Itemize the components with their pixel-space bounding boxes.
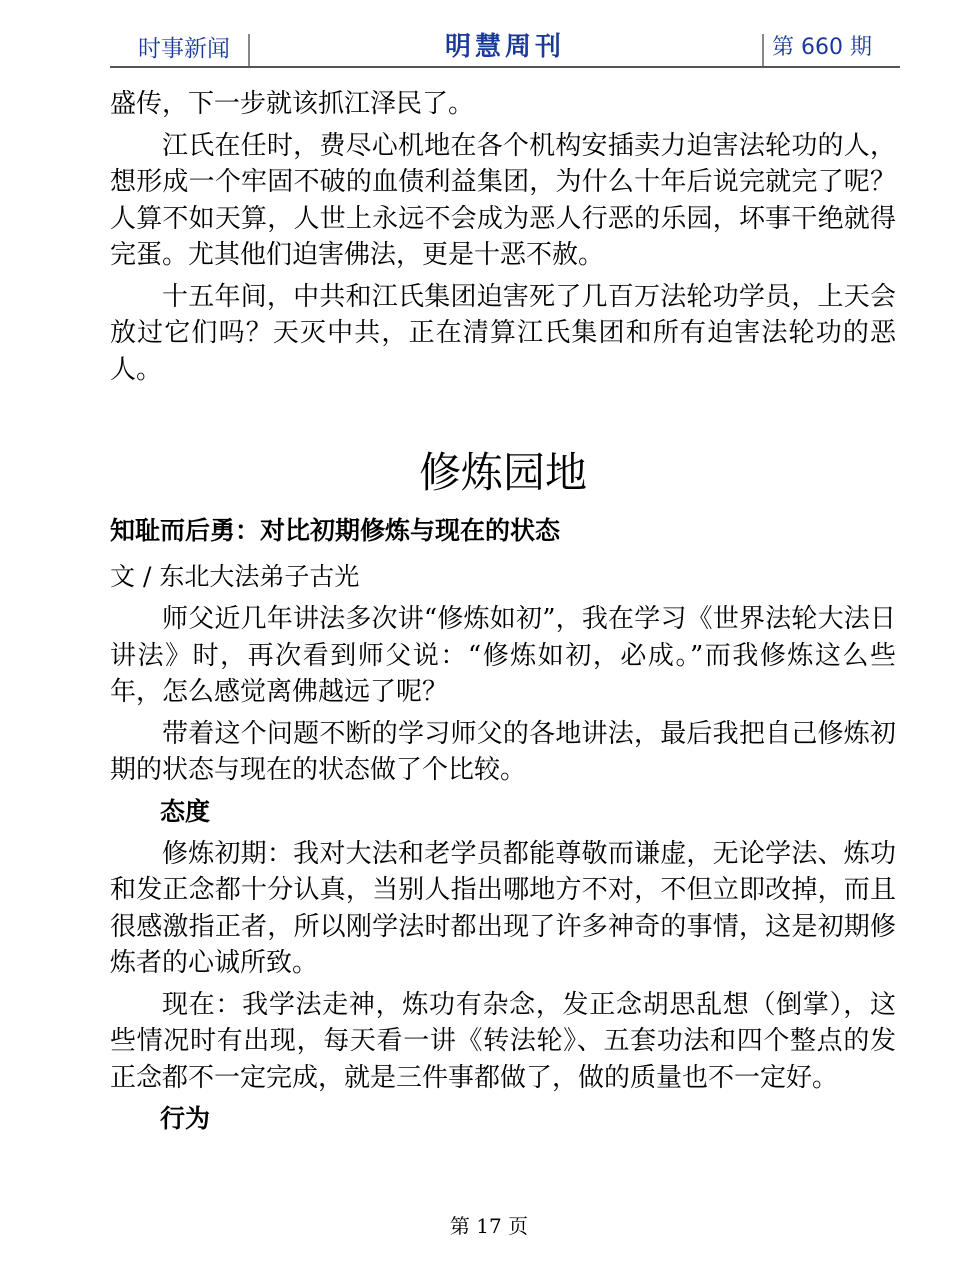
article-byline: 文 / 东北大法弟子古光 bbox=[110, 562, 360, 591]
paragraph: 修炼初期：我对大法和老学员都能尊敬而谦虚，无论学法、炼功和发正念都十分认真，当别人指出哪地方不对，不但立即改掉，而且很感激指正者，所以刚学法时都出现了许多神奇的事情，这是初期修炼者的心诚所致。 bbox=[110, 838, 896, 978]
subheading: 行为 bbox=[160, 1104, 211, 1133]
article-title: 知耻而后勇：对比初期修炼与现在的状态 bbox=[110, 516, 561, 545]
header-section-label: 时事新闻 bbox=[138, 36, 230, 62]
paragraph: 现在：我学法走神，炼功有杂念，发正念胡思乱想（倒掌），这些情况时有出现，每天看一讲《转法轮》、五套功法和四个整点的发正念都不一定完成，就是三件事都做了，做的质量也不一定好。 bbox=[110, 989, 896, 1093]
header-divider bbox=[762, 34, 764, 66]
header-issue-number: 第 660 期 bbox=[772, 35, 872, 60]
paragraph: 十五年间，中共和江氏集团迫害死了几百万法轮功学员，上天会放过它们吗？天灭中共，正在清算江氏集团和所有迫害法轮功的恶人。 bbox=[110, 281, 896, 385]
paragraph: 带着这个问题不断的学习师父的各地讲法，最后我把自己修炼初期的状态与现在的状态做了个比较。 bbox=[110, 718, 896, 785]
article bbox=[110, 512, 896, 1138]
paragraph: 江氏在任时，费尽心机地在各个机构安插卖力迫害法轮功的人，想形成一个牢固不破的血债利益集团，为什么十年后说完就完了呢？人算不如天算，人世上永远不会成为恶人行恶的乐园，坏事干绝就得完蛋。尤其他们迫害佛法，更是十恶不赦。 bbox=[110, 130, 896, 270]
page-header bbox=[110, 26, 900, 66]
paragraph: 盛传，下一步就该抓江泽民了。 bbox=[110, 89, 475, 119]
paragraph: 师父近几年讲法多次讲“修炼如初”，我在学习《世界法轮大法日讲法》时，再次看到师父说：“修炼如初，必成。”而我修炼这么些年，怎么感觉离佛越远了呢？ bbox=[110, 604, 896, 707]
continued-article bbox=[110, 86, 896, 388]
page-number: 第 17 页 bbox=[449, 1214, 529, 1238]
header-publication-title: 明慧周刊 bbox=[444, 32, 565, 62]
subheading: 态度 bbox=[160, 796, 211, 826]
header-rule bbox=[110, 66, 900, 68]
section-title: 修炼园地 bbox=[418, 448, 587, 497]
